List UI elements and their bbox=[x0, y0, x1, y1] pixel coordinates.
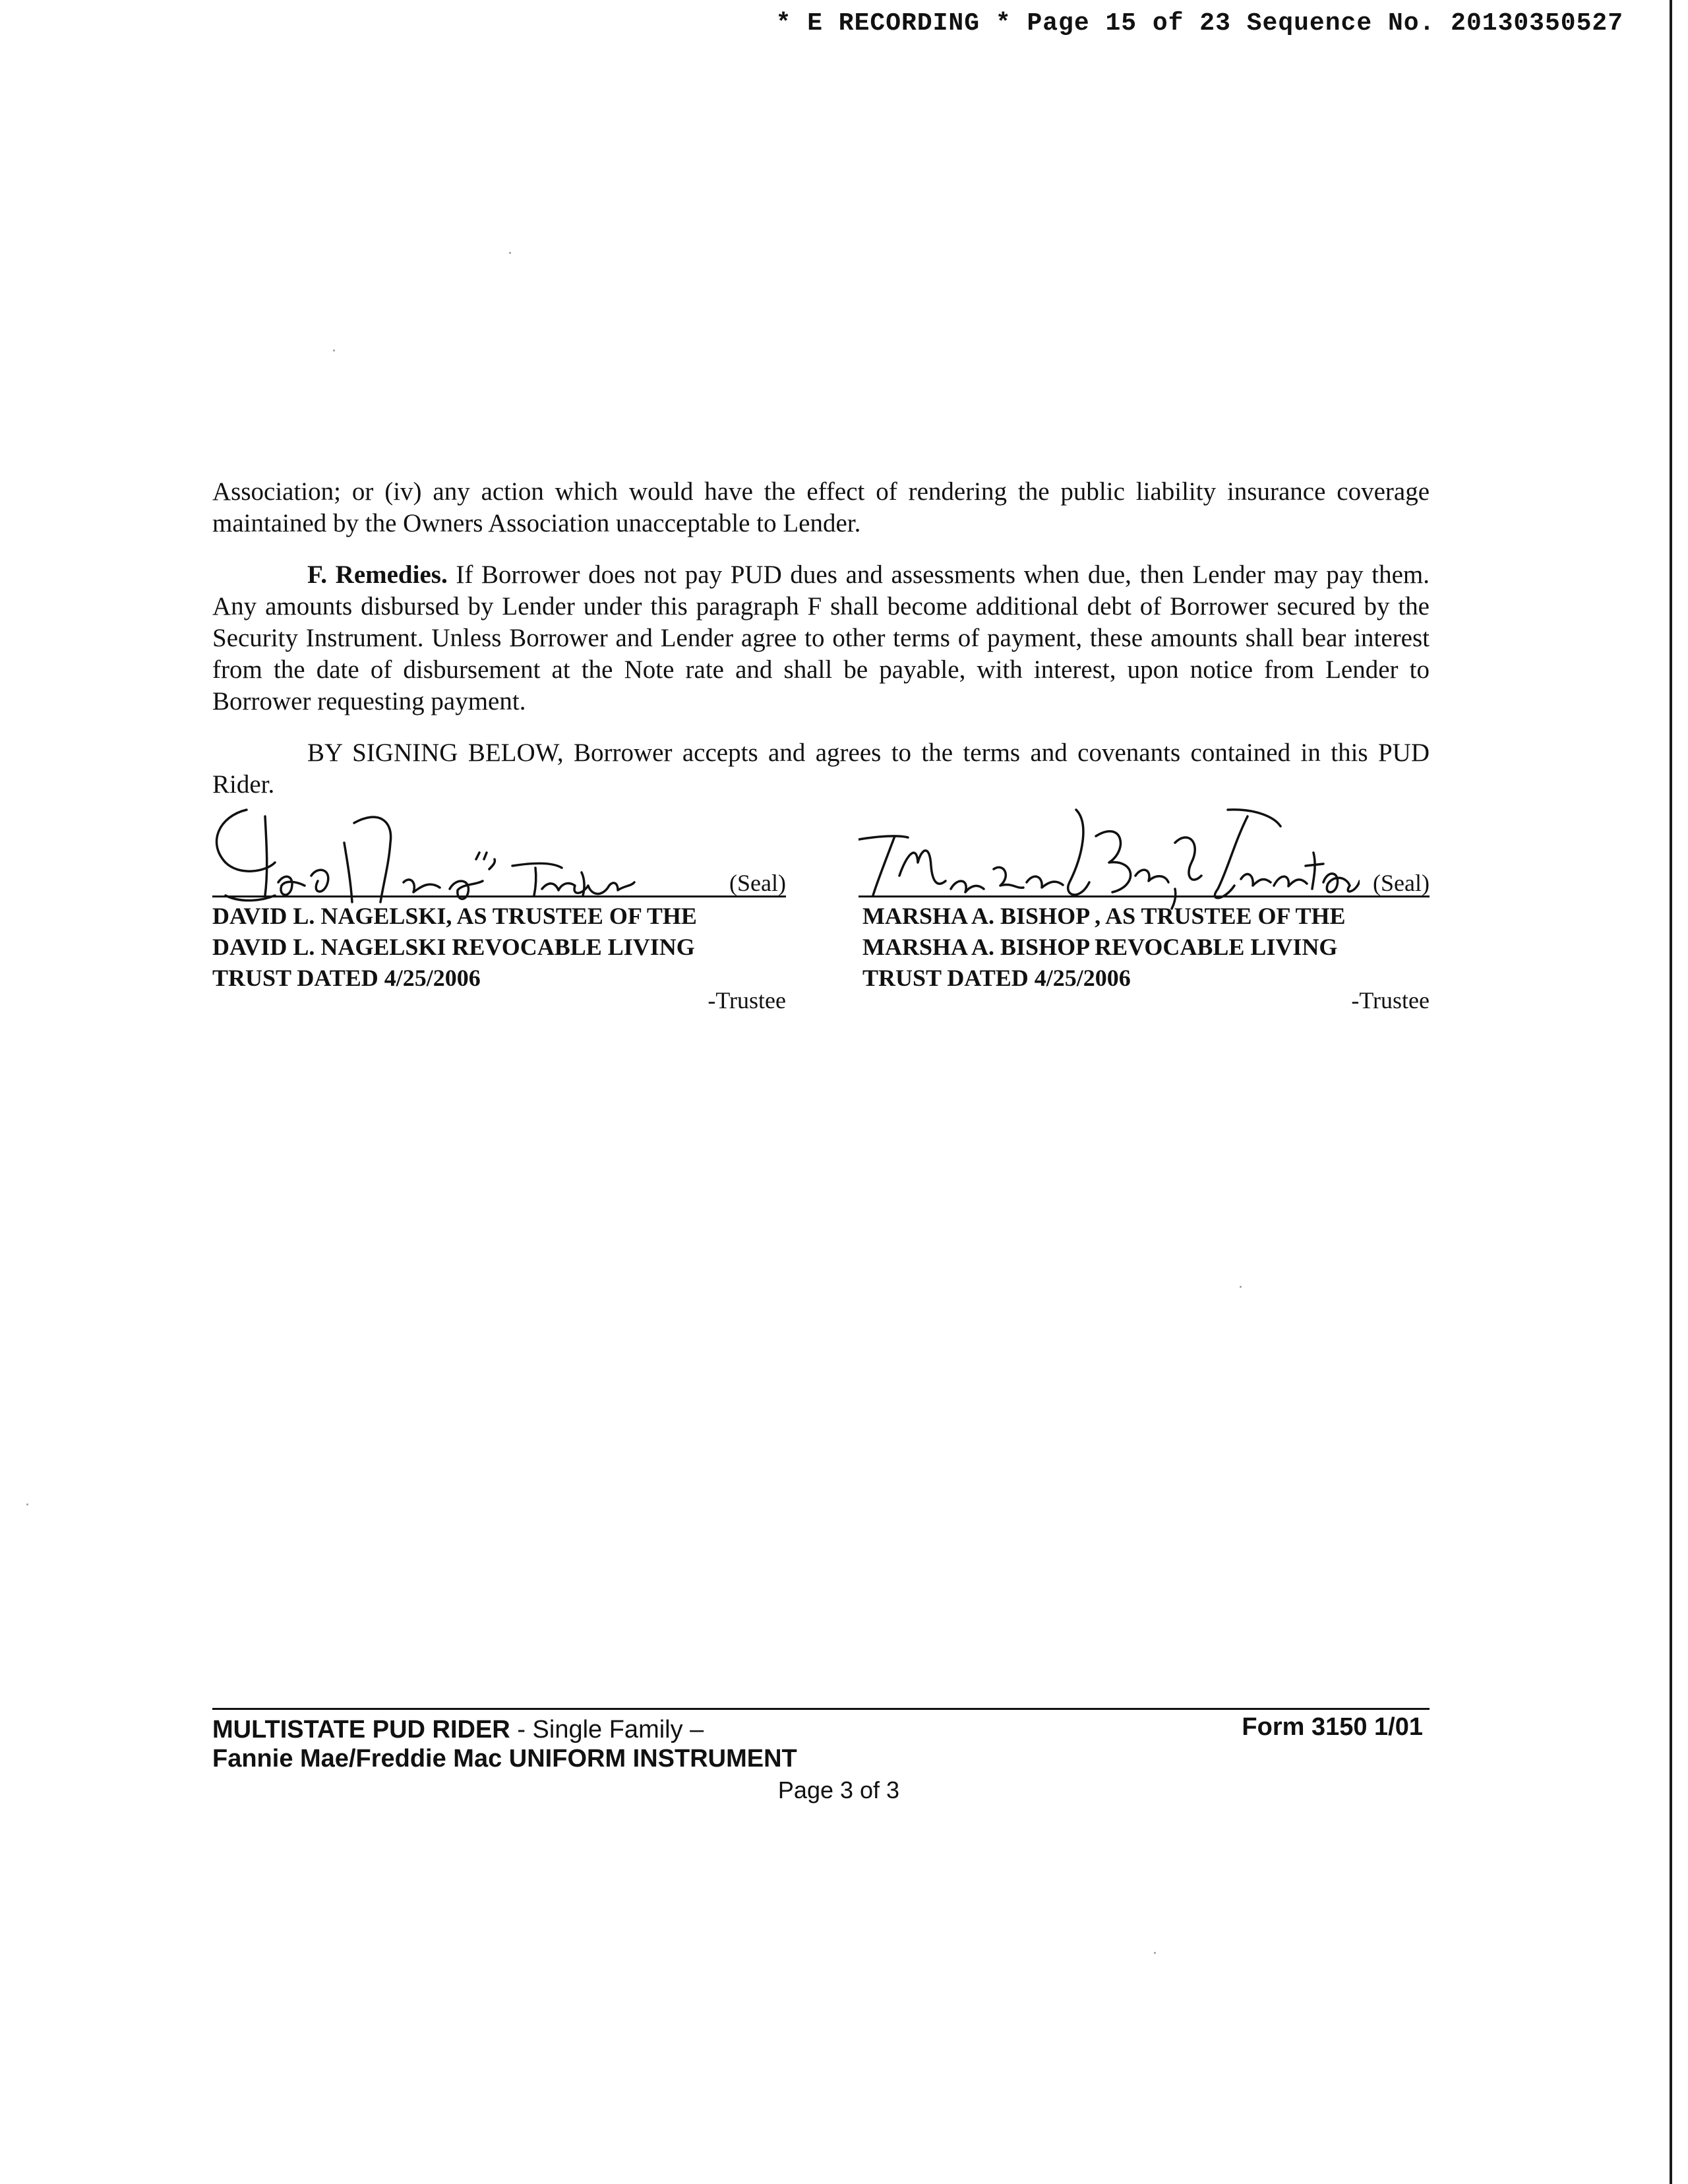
remedies-heading: F. Remedies. bbox=[307, 561, 448, 589]
paragraph-signing: BY SIGNING BELOW, Borrower accepts and agrees to the terms and covenants contained in this PUD Rider. bbox=[212, 739, 1430, 799]
role-label-right: -Trustee bbox=[1351, 987, 1430, 1014]
role-label-left: -Trustee bbox=[708, 987, 786, 1014]
footer-title-bold: MULTISTATE PUD RIDER bbox=[212, 1716, 510, 1744]
signature-line-right bbox=[859, 895, 1430, 897]
scan-speck bbox=[26, 1503, 28, 1505]
footer-rule bbox=[212, 1708, 1430, 1710]
signer-name-left: DAVID L. NAGELSKI, AS TRUSTEE OF THE DAVID L. NAGELSKI REVOCABLE LIVING TRUST DATED 4/25/2006 bbox=[212, 903, 697, 991]
recording-header: * E RECORDING * Page 15 of 23 Sequence No. 20130350527 bbox=[775, 9, 1623, 38]
scan-speck bbox=[509, 252, 511, 254]
handwritten-signature-left bbox=[212, 803, 713, 909]
footer-title bbox=[212, 1714, 704, 1745]
page-edge bbox=[1670, 0, 1688, 2184]
scan-speck bbox=[333, 349, 335, 351]
signer-name-right: MARSHA A. BISHOP , AS TRUSTEE OF THE MARSHA A. BISHOP REVOCABLE LIVING TRUST DATED 4/25/2006 bbox=[862, 903, 1346, 991]
seal-label-left: (Seal) bbox=[729, 870, 786, 896]
remedies-text: If Borrower does not pay PUD dues and assessments when due, then Lender may pay them. Any amounts disbursed by Lender under this paragraph F shall become additional debt of Borrower secured by the Security Instrument. Unless Borrower and Lender agree to other terms of payment, these amounts shall bear interest from the date of disbursement at the Note rate and shall be payable, with interest, upon notice from Lender to Borrower requesting payment. bbox=[212, 561, 1430, 715]
page-number: Page 3 of 3 bbox=[777, 1776, 900, 1804]
scan-speck bbox=[1154, 1952, 1156, 1954]
footer-title-rest: - Single Family – bbox=[510, 1716, 704, 1744]
paragraph-remedies bbox=[212, 559, 1430, 717]
footer-instrument-line: Fannie Mae/Freddie Mac UNIFORM INSTRUMENT bbox=[212, 1745, 797, 1773]
scan-speck bbox=[1240, 1286, 1242, 1288]
signature-line-left bbox=[212, 895, 786, 897]
seal-label-right: (Seal) bbox=[1373, 870, 1430, 896]
paragraph-association: Association; or (iv) any action which would have the effect of rendering the public liability insurance coverage maintained by the Owners Association unacceptable to Lender. bbox=[212, 477, 1430, 537]
form-number: Form 3150 1/01 bbox=[1242, 1713, 1423, 1741]
